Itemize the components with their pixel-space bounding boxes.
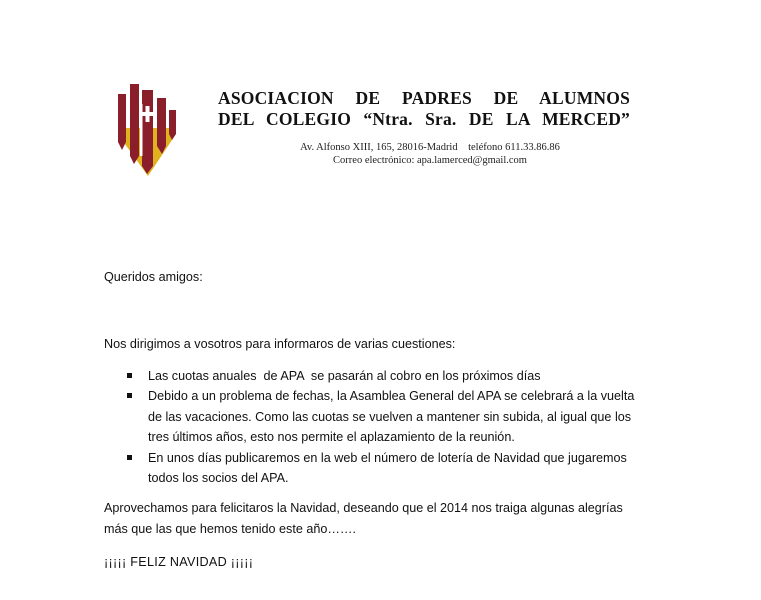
logo-maroon-bar-center (142, 90, 153, 174)
closing-line2: más que las que hemos tenido este año……. (104, 521, 357, 536)
logo-maroon-bar-far-right (169, 110, 176, 140)
announcement-list (104, 366, 664, 488)
list-item-line: de las vacaciones. Como las cuotas se vuelven a mantener sin subida, al igual que los (148, 409, 632, 424)
intro-paragraph: Nos dirigimos a vosotros para informaros de varias cuestiones: (104, 337, 456, 351)
logo-white-stripe (140, 104, 143, 156)
address-line: Av. Alfonso XIII, 165, 28016-Madrid teléfono 611.33.86.86 (300, 142, 560, 153)
closing-paragraph (104, 498, 664, 539)
association-title-line2: DEL COLEGIO “Ntra. Sra. DE LA MERCED” (218, 109, 630, 129)
list-item-line: Las cuotas anuales de APA se pasarán al cobro en los próximos días (148, 369, 541, 383)
list-item (104, 366, 664, 386)
list-item-line: tres últimos años, esto nos permite el aplazamiento de la reunión. (148, 430, 515, 445)
list-item-line: todos los socios del APA. (148, 471, 289, 486)
association-title-line1: ASOCIACION DE PADRES DE ALUMNOS (218, 88, 630, 108)
contact-info (230, 141, 630, 167)
square-bullet-icon (127, 393, 132, 398)
logo-cross-horizontal (142, 112, 154, 116)
logo-maroon-bar-right (157, 98, 166, 154)
closing-line1: Aprovechamos para felicitaros la Navidad, deseando que el 2014 nos traiga algunas alegrías (104, 501, 623, 515)
list-item-line: Debido a un problema de fechas, la Asamblea General del APA se celebrará a la vuelta (148, 389, 635, 404)
signoff: ¡¡¡¡¡ FELIZ NAVIDAD ¡¡¡¡¡ (104, 555, 254, 569)
association-title (218, 88, 630, 130)
list-item-line: En unos días publicaremos en la web el número de lotería de Navidad que jugaremos (148, 450, 627, 465)
square-bullet-icon (127, 455, 132, 460)
greeting: Queridos amigos: (104, 270, 203, 284)
logo-maroon-bar-left (118, 94, 126, 150)
email-line: Correo electrónico: apa.lamerced@gmail.com (333, 155, 527, 166)
logo-maroon-bar-mid (130, 84, 139, 164)
list-item (104, 448, 664, 489)
list-item (104, 386, 664, 447)
square-bullet-icon (127, 373, 132, 378)
school-crest-logo (112, 76, 182, 186)
